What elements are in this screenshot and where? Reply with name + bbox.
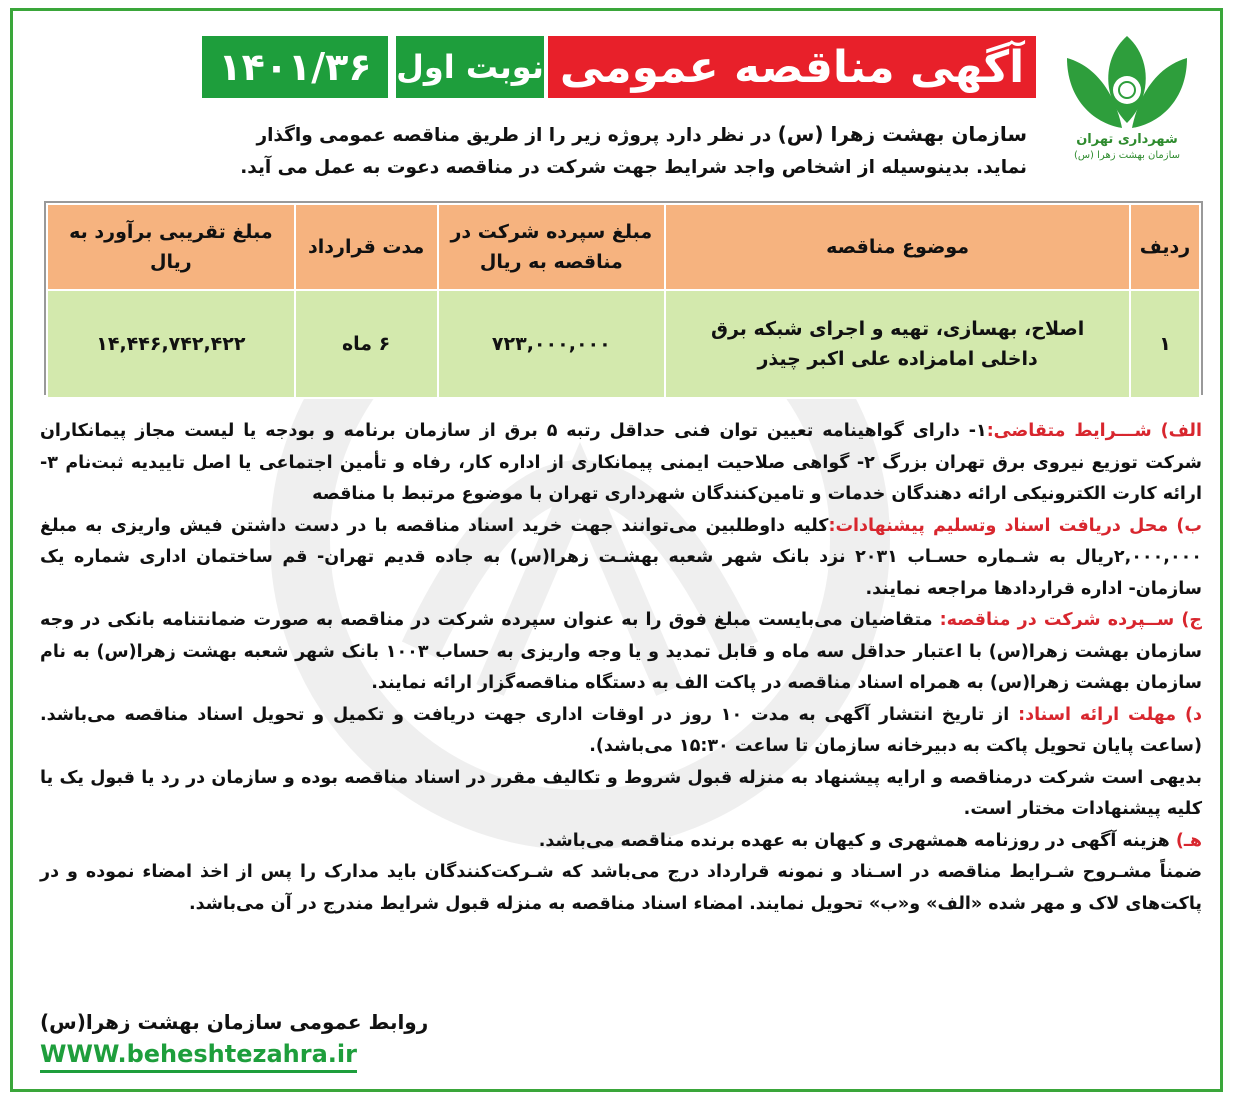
section-b-heading: ب) محل دریافت اسناد وتسلیم پیشنهادات: (828, 515, 1202, 536)
table-row (47, 290, 1200, 398)
website-link[interactable]: WWW.beheshtezahra.ir (40, 1040, 357, 1073)
note-paragraph: ضمناً مشـروح شـرایط مناقصه در اسـناد و نمونه قرارداد درج می‌باشد که شـرکت‌کنندگان باید مدارک را پس از اخذ امضاء نموده و در پاکت‌های لاک و مهر شده «الف» و«ب» تحویل نمایند. امضاء اسناد مناقصه به منزله قبول شرایط مندرج در آن می‌باشد. (40, 862, 1202, 914)
main-title: آگهی مناقصه عمومی (548, 36, 1036, 98)
header-row-number: ردیف (1130, 204, 1200, 290)
tender-table (46, 203, 1201, 399)
intro-text: در نظر دارد پروژه زیر را از طریق مناقصه عمومی واگذار نماید. بدینوسیله از اشخاص واجد شرایط جهت شرکت در مناقصه دعوت به عمل می آید. (240, 125, 1027, 178)
conditions-body (40, 416, 1202, 920)
cell-subject: اصلاح، بهسازی، تهیه و اجرای شبکه برق داخلی امامزاده علی اکبر چیذر (665, 290, 1130, 398)
section-d-heading: د) مهلت ارائه اسناد: (1018, 704, 1202, 725)
section-c (40, 605, 1202, 700)
section-a (40, 416, 1202, 511)
section-d (40, 700, 1202, 763)
section-c-text: متقاضیان می‌بایست مبلغ فوق را به عنوان سپرده شرکت در مناقصه به صورت ضمانتنامه بانکی در وجه سازمان بهشت زهرا(س) با اعتبار حداقل سه ماه و قابل تمدید و یا وجه واریزی به حساب ۱۰۰۳ بانک شهر شعبه بهشت زهرا(س) به نام سازمان بهشت زهرا(س) به همراه اسناد مناقصه در پاکت الف به دستگاه مناقصه‌گزار ارائه نمایند. (40, 610, 1202, 693)
obvious-paragraph: بدیهی است شرکت درمناقصه و ارایه پیشنهاد به منزله قبول شروط و تکالیف مقرر در اسناد مناقصه بوده و سازمان در رد یا قبول یک یا کلیه پیشنهادات مختار است. (40, 767, 1202, 819)
header-deposit: مبلغ سپرده شرکت در مناقصه به ریال (438, 204, 666, 290)
header-duration: مدت قرارداد (295, 204, 438, 290)
intro-paragraph (207, 118, 1027, 184)
logo-text: شهرداری تهران (1076, 132, 1178, 147)
cell-estimate: ۱۴,۴۴۶,۷۴۲,۴۲۲ (47, 290, 295, 398)
org-name: سازمان بهشت زهرا (س) (777, 122, 1027, 146)
table-header-row (47, 204, 1200, 290)
header-subject: موضوع مناقصه (665, 204, 1130, 290)
header-estimate: مبلغ تقریبی برآورد به ریال (47, 204, 295, 290)
announcement-number: ۱۴۰۱/۳۶ (202, 36, 388, 98)
cell-duration: ۶ ماه (295, 290, 438, 398)
cell-row-number: ۱ (1130, 290, 1200, 398)
section-a-text: ۱- دارای گواهینامه تعیین توان فنی حداقل رتبه ۵ برق از سازمان برنامه و بودجه یا لیست مجاز پیمانکاران شرکت توزیع نیروی برق تهران بزرگ ۲- گواهی صلاحیت ایمنی پیمانکاری از اداره کار، رفاه و تأمین اجتماعی یا اصل تاییدیه ثبت‌نام ۳- ارائه کارت الکترونیکی ارائه دهندگان خدمات و تامین‌کنندگان شهرداری تهران با موضوع مرتبط با مناقصه (40, 421, 1202, 504)
cell-deposit: ۷۲۳,۰۰۰,۰۰۰ (438, 290, 666, 398)
public-relations-signature: روابط عمومی سازمان بهشت زهرا(س) (40, 1010, 429, 1034)
section-e (40, 826, 1202, 858)
section-b (40, 511, 1202, 606)
section-e-heading: هـ) (1175, 830, 1202, 851)
section-d-text: از تاریخ انتشار آگهی به مدت ۱۰ روز در اوقات اداری جهت دریافت و تکمیل و تحویل اسناد مناقصه می‌باشد. (ساعت پایان تحویل پاکت به دبیرخانه سازمان تا ساعت ۱۵:۳۰ می‌باشد). (40, 704, 1202, 756)
round-label: نوبت اول (396, 36, 544, 98)
section-b-text: کلیه داوطلبین می‌توانند جهت خرید اسناد مناقصه با در دست داشتن فیش واریزی به مبلغ ۲,۰۰۰,۰۰۰ریال به شـماره حسـاب ۲۰۳۱ نزد بانک شهر شعبه بهشـت زهرا(س) به جاده قدیم تهران- قم ساختمان اداری شماره یک سازمان- اداره قراردادها مراجعه نمایند. (40, 515, 1202, 599)
section-a-heading: الف) شـــرایط متقاضی: (986, 421, 1203, 441)
section-e-text: هزینه آگهی در روزنامه همشهری و کیهان به عهده برنده مناقصه می‌باشد. (538, 830, 1176, 851)
section-c-heading: ج) ســپرده شرکت در مناقصه: (939, 610, 1202, 630)
logo-subtext: سازمان بهشت زهرا (س) (1073, 150, 1181, 161)
